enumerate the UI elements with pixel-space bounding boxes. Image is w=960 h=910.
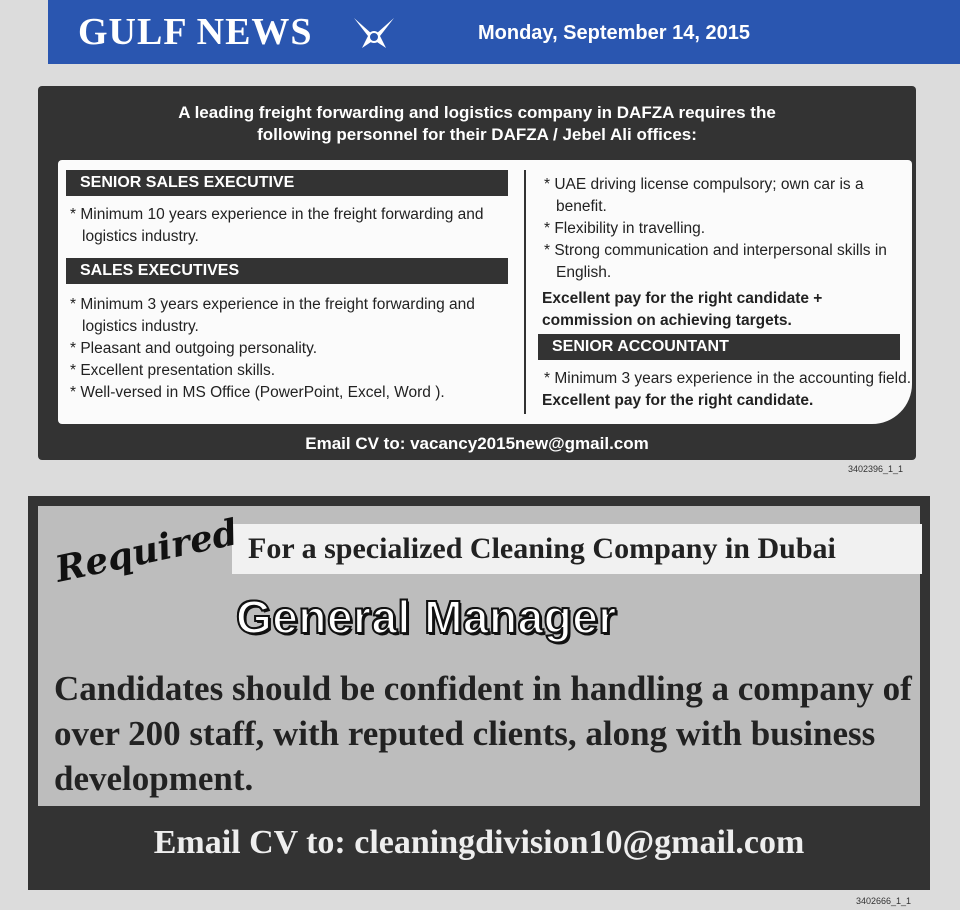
for-line: For a specialized Cleaning Company in Dubai: [248, 532, 836, 565]
list-item: * Pleasant and outgoing personality.: [70, 340, 318, 357]
ad1-email-line: Email CV to: vacancy2015new@gmail.com: [305, 434, 649, 453]
ad1-headline: A leading freight forwarding and logistics company in DAFZA requires the following personnel for their DAFZA / Jebel Ali offices:: [178, 103, 776, 144]
accountant-pay-note: Excellent pay for the right candidate.: [542, 392, 814, 409]
newspaper-header: [48, 0, 960, 64]
senior-sales-executive-heading: SENIOR SALES EXECUTIVE: [66, 170, 508, 196]
ad1-reference-number: 3402396_1_1: [848, 464, 904, 474]
sales-executives-heading: SALES EXECUTIVES: [66, 258, 508, 284]
position-title: General Manager: [236, 591, 617, 643]
senior-accountant-requirements: [542, 368, 912, 412]
senior-accountant-heading: SENIOR ACCOUNTANT: [538, 334, 900, 360]
sales-executives-requirements: [68, 294, 508, 404]
masthead: GULF NEWS: [78, 11, 313, 53]
freight-forwarding-ad: [38, 86, 916, 460]
for-line-strip: [232, 524, 922, 574]
required-label: Required: [51, 511, 242, 591]
cleaning-company-ad: [28, 496, 930, 890]
ad2-reference-number: 3402666_1_1: [856, 896, 912, 906]
list-item: * Minimum 3 years experience in the accounting field.: [544, 370, 912, 387]
general-requirements: [542, 174, 912, 332]
pay-note: Excellent pay for the right candidate + commission on achieving targets.: [542, 290, 823, 329]
ad2-email-line: Email CV to: cleaningdivision10@gmail.com: [153, 824, 805, 861]
column-divider: [524, 170, 526, 414]
falcon-logo-icon: [350, 10, 398, 54]
list-item: * UAE driving license compulsory; own car is a benefit.: [544, 176, 864, 215]
senior-sales-requirements: [68, 204, 508, 248]
position-description: Candidates should be confident in handling a company of over 200 staff, with reputed clients, along with business development.: [54, 669, 912, 798]
list-item: * Flexibility in travelling.: [544, 220, 706, 237]
list-item: * Excellent presentation skills.: [70, 362, 276, 379]
ad1-content-panel: [58, 160, 912, 424]
issue-date: Monday, September 14, 2015: [478, 22, 750, 44]
list-item: * Strong communication and interpersonal skills in English.: [544, 242, 887, 281]
ad2-content-panel: [38, 506, 920, 806]
list-item: * Minimum 3 years experience in the freight forwarding and logistics industry.: [70, 296, 475, 335]
list-item: * Minimum 10 years experience in the freight forwarding and logistics industry.: [70, 206, 484, 245]
list-item: * Well-versed in MS Office (PowerPoint, Excel, Word ).: [70, 384, 445, 401]
